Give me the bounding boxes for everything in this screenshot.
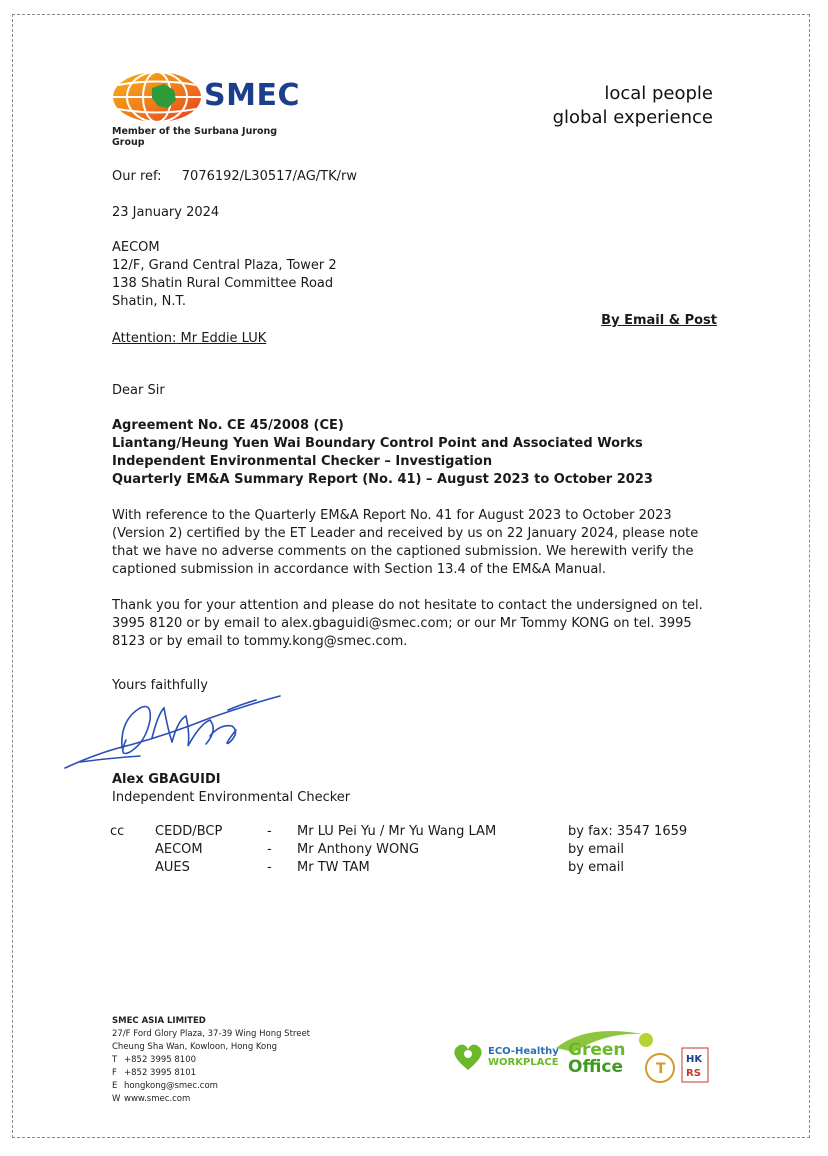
svg-text:T: T — [656, 1061, 666, 1077]
addressee-line: AECOM — [112, 240, 160, 255]
cc-via: by email — [568, 860, 624, 875]
cc-via: by email — [568, 842, 624, 857]
cc-row — [110, 842, 687, 860]
cc-dash: - — [267, 824, 272, 839]
body-paragraph-2: Thank you for your attention and please do not hesitate to contact the undersigned on tel. 3995 8120 or by email to alex.gbaguidi@smec.com; or our Mr Tommy KONG on tel. 3995 8123 or by email to tommy.kong@smec.com. — [112, 598, 703, 649]
cc-table — [110, 824, 687, 878]
attention-name: Mr Eddie LUK — [180, 331, 267, 346]
cc-label: cc — [110, 824, 125, 839]
reference-line — [112, 168, 357, 186]
delivery-method: By Email & Post — [601, 313, 717, 328]
signature-image — [60, 690, 290, 780]
addressee-line: 12/F, Grand Central Plaza, Tower 2 — [112, 258, 337, 273]
cc-org: CEDD/BCP — [155, 824, 223, 839]
cc-row — [110, 860, 687, 878]
cc-dash: - — [267, 860, 272, 875]
subject-line: Independent Environmental Checker – Investigation — [112, 454, 493, 469]
signatory-name: Alex GBAGUIDI — [112, 772, 221, 787]
cc-person: Mr TW TAM — [297, 860, 370, 875]
cc-person: Mr LU Pei Yu / Mr Yu Wang LAM — [297, 824, 497, 839]
footer-contact — [112, 1015, 310, 1106]
addressee-line: 138 Shatin Rural Committee Road — [112, 276, 334, 291]
subject-line: Quarterly EM&A Summary Report (No. 41) – August 2023 to October 2023 — [112, 472, 653, 487]
cc-org: AUES — [155, 860, 190, 875]
smec-logo — [112, 70, 312, 148]
cc-row — [110, 824, 687, 842]
subject-block — [112, 417, 653, 489]
attention-label: Attention: — [112, 331, 177, 346]
attention-line — [112, 330, 266, 348]
footer-company: SMEC ASIA LIMITED — [112, 1016, 206, 1026]
signatory-title: Independent Environmental Checker — [112, 790, 351, 805]
eco-badge-text: ECO-Healthy WORKPLACE — [488, 1046, 559, 1068]
svg-text:HK: HK — [686, 1054, 703, 1065]
cc-org: AECOM — [155, 842, 203, 857]
green-office-text: Green Office — [568, 1040, 626, 1077]
ref-value: 7076192/L30517/AG/TK/rw — [181, 169, 357, 184]
subject-line: Liantang/Heung Yuen Wai Boundary Control Point and Associated Works — [112, 436, 643, 451]
member-line: Member of the Surbana Jurong Group — [112, 126, 278, 148]
closing: Yours faithfully — [112, 678, 208, 693]
tagline — [553, 82, 713, 130]
tagline-line-2: global experience — [552, 107, 713, 128]
ref-label: Our ref: — [112, 169, 162, 184]
cc-dash: - — [267, 842, 272, 857]
brand-name: SMEC — [204, 78, 300, 113]
letter-date: 23 January 2024 — [112, 205, 220, 220]
globe-logo-icon — [112, 70, 202, 124]
addressee-block — [112, 239, 337, 311]
certification-badges — [446, 1026, 716, 1098]
svg-text:RS: RS — [686, 1068, 701, 1079]
footer-address-1: 27/F Ford Glory Plaza, 37-39 Wing Hong Street — [112, 1029, 311, 1039]
footer-address-2: Cheung Sha Wan, Kowloon, Hong Kong — [112, 1042, 278, 1052]
footer-email: E hongkong@smec.com — [112, 1081, 218, 1091]
cc-via: by fax: 3547 1659 — [568, 824, 688, 839]
cc-person: Mr Anthony WONG — [297, 842, 420, 857]
footer-fax: F +852 3995 8101 — [112, 1068, 197, 1078]
body-paragraph-1: With reference to the Quarterly EM&A Report No. 41 for August 2023 to October 2023 (Version 2) certified by the ET Leader and received by us on 22 January 2024, please note that we have no adverse comments on the captioned submission. We herewith verify the captioned submission in accordance with Section 13.4 of the EM&A Manual. — [112, 508, 699, 577]
footer-tel: T +852 3995 8100 — [112, 1055, 197, 1065]
tagline-line-1: local people — [604, 83, 713, 104]
footer-web: W www.smec.com — [112, 1094, 191, 1104]
salutation: Dear Sir — [112, 383, 165, 398]
addressee-line: Shatin, N.T. — [112, 294, 187, 309]
subject-line: Agreement No. CE 45/2008 (CE) — [112, 418, 344, 433]
